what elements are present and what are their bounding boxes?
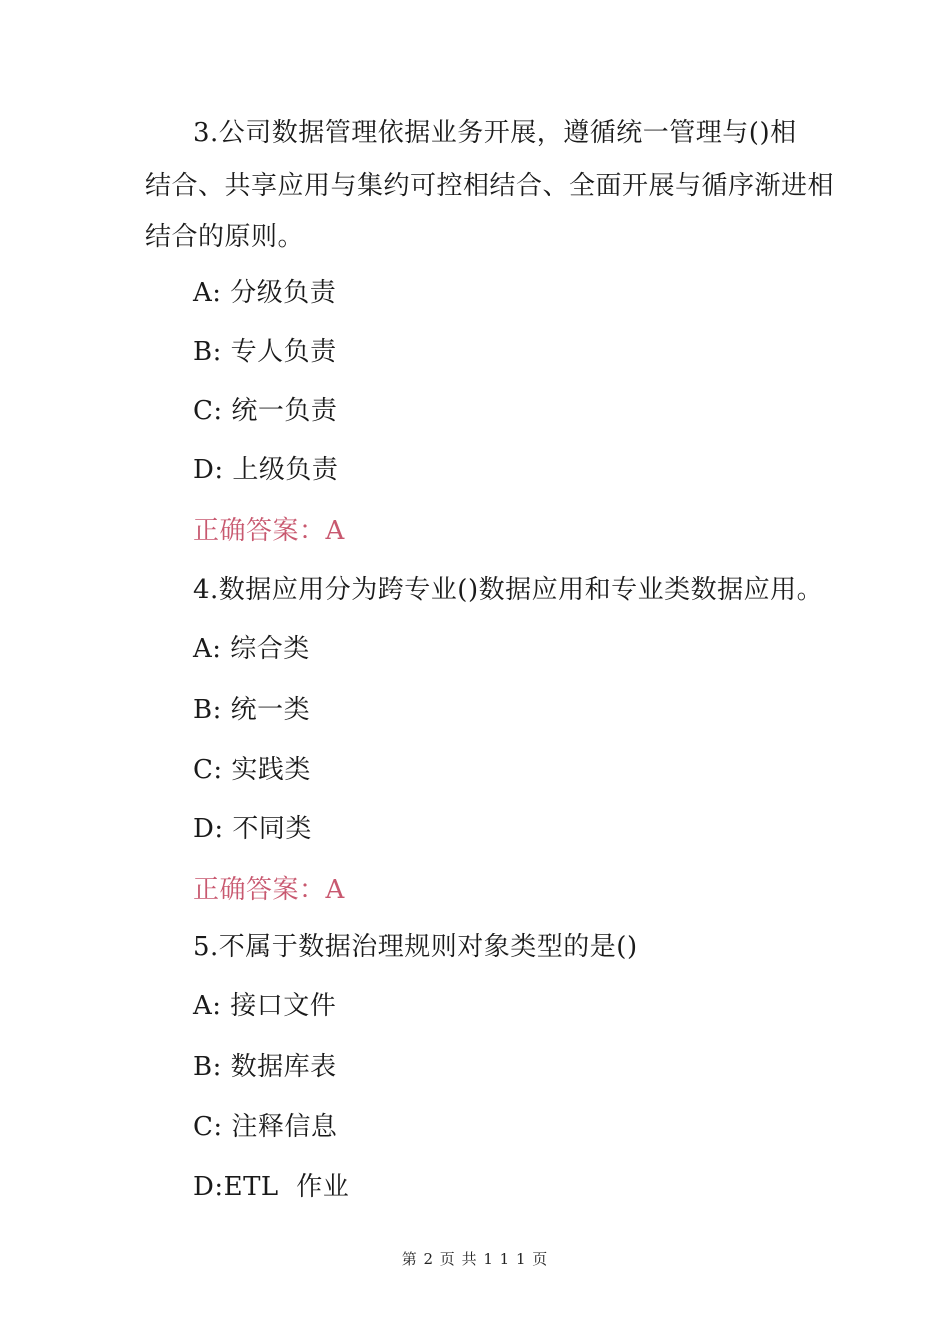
question-4-option-a: A: 综合类 [193, 634, 310, 664]
question-3-answer: 正确答案：A [193, 516, 345, 546]
question-5-option-c: C: 注释信息 [193, 1112, 338, 1142]
question-3-line-1: 3.公司数据管理依据业务开展，遵循统一管理与()相 [193, 118, 797, 148]
question-4-option-c: C: 实践类 [193, 755, 311, 785]
question-4-text: 4.数据应用分为跨专业()数据应用和专业类数据应用。 [193, 575, 824, 605]
question-5-option-d: D:ETL 作业 [193, 1172, 350, 1202]
question-3-line-2: 结合、共享应用与集约可控相结合、全面开展与循序渐进相 [145, 171, 835, 201]
question-5-option-a: A: 接口文件 [193, 991, 337, 1021]
question-3-option-a: A: 分级负责 [193, 278, 337, 308]
question-4-answer: 正确答案：A [193, 875, 345, 905]
page-number-footer: 第 2 页 共 1 1 1 页 [401, 1250, 549, 1268]
question-3-option-c: C: 统一负责 [193, 396, 338, 426]
question-3-option-b: B: 专人负责 [193, 337, 337, 367]
question-3-line-3: 结合的原则。 [145, 222, 305, 252]
question-4-option-b: B: 统一类 [193, 695, 311, 725]
question-3-option-d: D: 上级负责 [193, 455, 339, 485]
question-5-text: 5.不属于数据治理规则对象类型的是() [193, 932, 638, 962]
question-4-option-d: D: 不同类 [193, 814, 312, 844]
question-5-option-b: B: 数据库表 [193, 1052, 337, 1082]
